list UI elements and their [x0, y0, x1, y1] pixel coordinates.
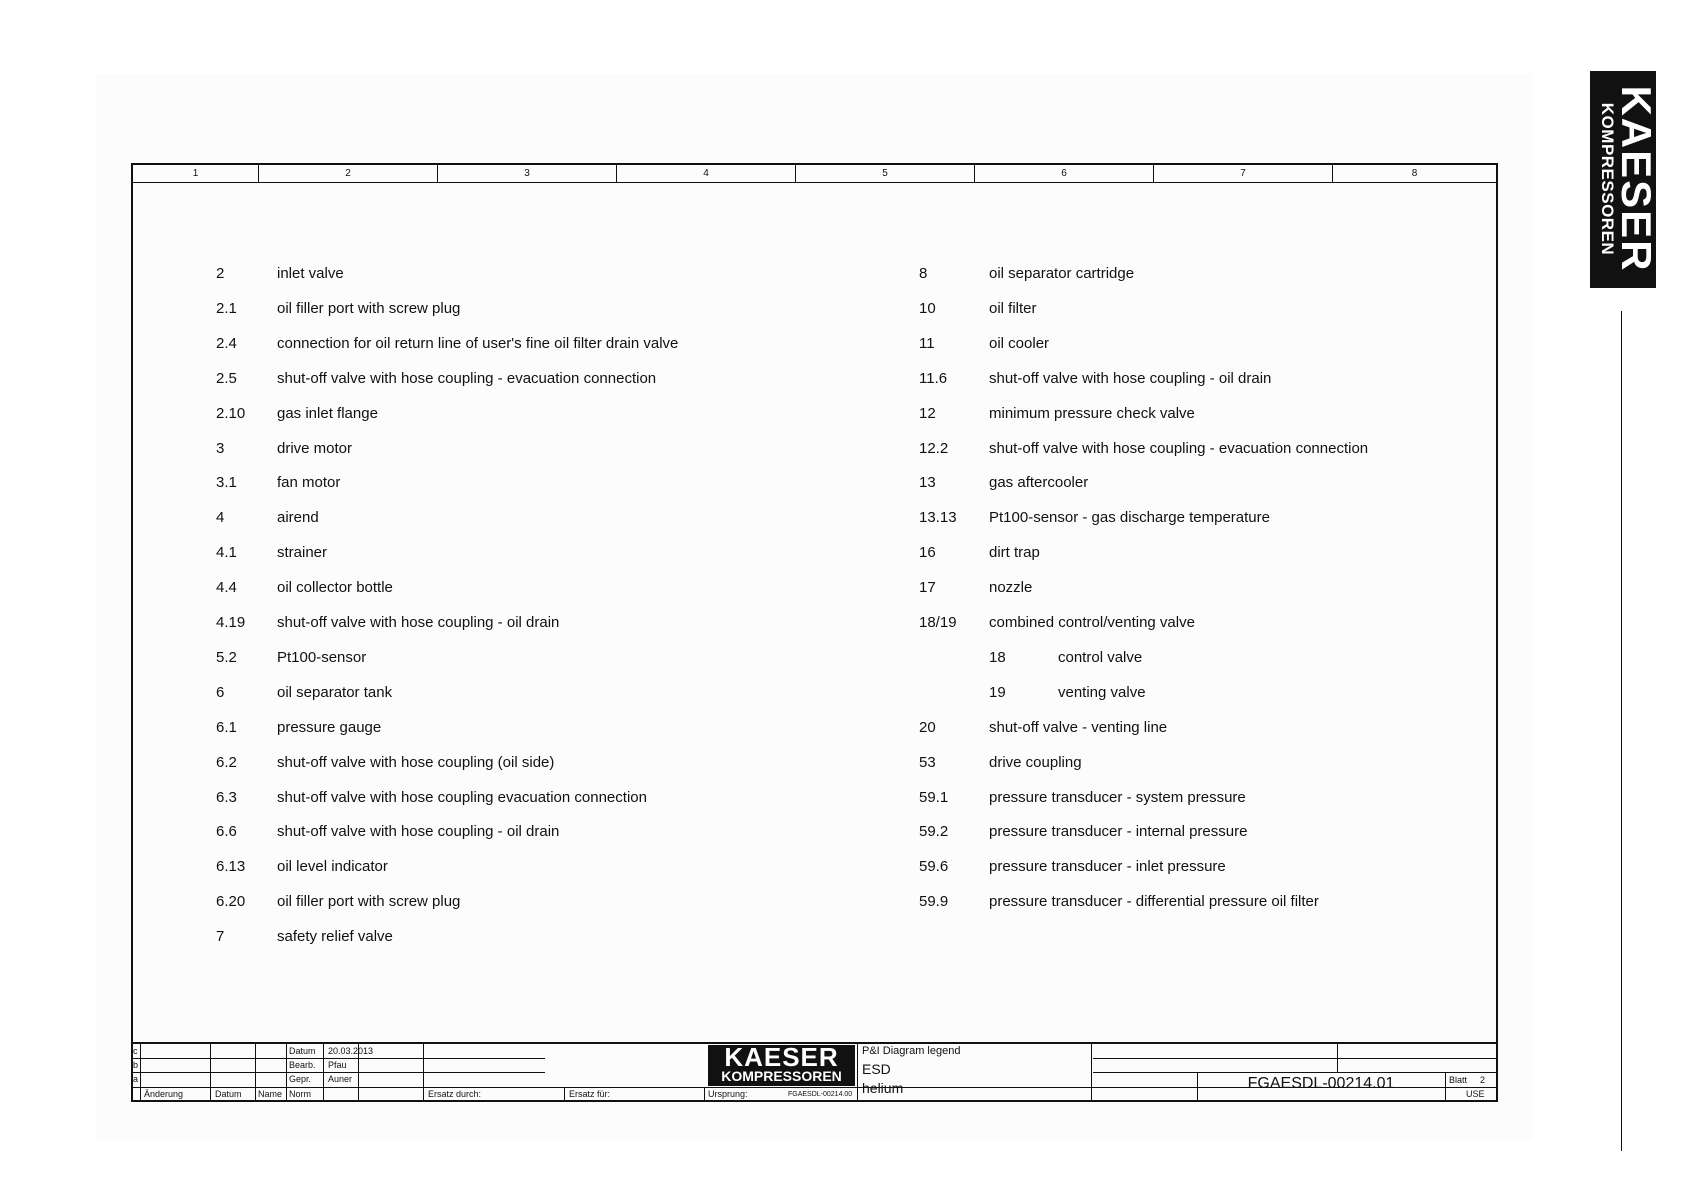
legend-item-description: shut-off valve with hose coupling - oil drain: [277, 823, 560, 841]
legend-item-number: 7: [216, 928, 225, 946]
bearb-label: Bearb.: [289, 1060, 316, 1070]
legend-item-number: 4.1: [216, 544, 237, 562]
title-block: [131, 1042, 1498, 1102]
column-ruler: [133, 165, 1496, 183]
datum-label: Datum: [289, 1046, 316, 1056]
legend-item-number: 2: [216, 265, 225, 282]
ruler-cell: 2: [259, 165, 438, 182]
side-logo-kaeser: KAESER: [1613, 85, 1660, 273]
gepr-label: Gepr.: [289, 1074, 312, 1084]
legend-item-description: Pt100-sensor - gas discharge temperature: [989, 509, 1270, 527]
legend-item-description: drive coupling: [989, 753, 1082, 771]
legend-item-description: combined control/venting valve: [989, 614, 1195, 631]
rev-a: a: [133, 1074, 139, 1084]
legend-item-description: shut-off valve with hose coupling - oil drain: [277, 614, 560, 631]
legend-item-description: connection for oil return line of user's fine oil filter drain valve: [277, 334, 679, 352]
datum-value: 20.03.2013: [328, 1046, 374, 1056]
legend-item-description: oil level indicator: [277, 858, 388, 876]
legend-item-number: 12.2: [919, 439, 949, 457]
legend-item-description: oil filler port with screw plug: [277, 299, 461, 317]
aenderung-label: Änderung: [144, 1089, 184, 1099]
legend-item-number: 6.20: [216, 893, 246, 911]
legend-item-description: gas inlet flange: [277, 404, 378, 422]
datum-col-label: Datum: [215, 1089, 242, 1099]
rev-c: c: [133, 1046, 138, 1056]
legend-item-description: pressure transducer - internal pressure: [989, 823, 1248, 841]
legend-item-number: 6.2: [216, 753, 237, 771]
legend-item-number: 3.1: [216, 474, 237, 492]
ruler-cell: 4: [617, 165, 796, 182]
title-line-1: P&I Diagram legend: [862, 1045, 961, 1057]
legend-item-description: pressure transducer - inlet pressure: [989, 858, 1226, 876]
norm-label: Norm: [289, 1089, 311, 1099]
legend-item-number: 59.1: [919, 788, 949, 806]
legend-item-description: gas aftercooler: [989, 474, 1089, 492]
legend-item-number: 13: [919, 474, 936, 492]
legend-item-description: Pt100-sensor: [277, 648, 367, 666]
ruler-cell: 7: [1154, 165, 1333, 182]
legend-item-number: 2.1: [216, 299, 237, 317]
legend-item-description: fan motor: [277, 474, 341, 492]
legend-item-number: 3: [216, 439, 225, 457]
legend-item-number: 11.6: [919, 369, 948, 387]
legend-item-description: oil collector bottle: [277, 579, 393, 597]
legend-item-description: dirt trap: [989, 544, 1040, 562]
side-logo-kompressoren: KOMPRESSOREN: [1598, 102, 1617, 256]
legend-item-number: 19: [989, 683, 1006, 701]
legend-item-number: 2.10: [216, 404, 246, 422]
legend-item-description: oil filter: [989, 299, 1037, 317]
legend-item-number: 18/19: [919, 614, 957, 631]
title-line-2: ESD: [862, 1061, 891, 1077]
legend-item-description: drive motor: [277, 439, 353, 457]
legend-item-description: shut-off valve with hose coupling evacuation connection: [277, 788, 647, 806]
gepr-value: Auner: [328, 1074, 353, 1084]
legend-item-number: 20: [919, 718, 936, 736]
legend-item-number: 4.19: [216, 614, 246, 631]
legend-item-number: 11: [919, 334, 935, 352]
legend-item-description: airend: [277, 509, 319, 527]
legend-item-description: safety relief valve: [277, 928, 393, 946]
blatt-value: 2: [1480, 1075, 1486, 1085]
legend-item-description: venting valve: [1058, 683, 1146, 701]
ursprung-label: Ursprung:: [708, 1089, 748, 1099]
legend-item-number: 5.2: [216, 648, 237, 666]
legend-item-number: 6.13: [216, 858, 246, 876]
legend-item-number: 2.4: [216, 334, 237, 352]
legend-item-number: 53: [919, 753, 936, 771]
legend-item-description: oil separator tank: [277, 683, 393, 701]
legend-item-number: 6.3: [216, 788, 237, 806]
legend-item-description: nozzle: [989, 579, 1033, 597]
ursprung-value: FGAESDL-00214.00: [788, 1091, 853, 1098]
legend-item-description: shut-off valve with hose coupling - evacuation connection: [989, 439, 1369, 457]
legend-item-description: shut-off valve with hose coupling (oil side): [277, 753, 555, 771]
legend-item-description: oil cooler: [989, 334, 1050, 352]
ruler-cell: 3: [438, 165, 617, 182]
drawing-number: FGAESDL-00214.01: [1247, 1075, 1395, 1092]
rev-b: b: [133, 1060, 139, 1070]
legend-item-description: oil filler port with screw plug: [277, 893, 461, 911]
legend-item-number: 17: [919, 579, 936, 597]
legend-item-description: pressure transducer - differential pressure oil filter: [989, 893, 1319, 911]
legend-item-number: 10: [919, 299, 936, 317]
name-col-label: Name: [258, 1089, 283, 1099]
ersatz-fuer-label: Ersatz für:: [569, 1089, 611, 1099]
ersatz-durch-label: Ersatz durch:: [428, 1089, 482, 1099]
blatt-label: Blatt: [1449, 1075, 1468, 1085]
legend-item-number: 18: [989, 648, 1006, 666]
legend-item-number: 12: [919, 404, 936, 422]
legend-item-number: 4: [216, 509, 225, 527]
kaeser-side-logo: [1590, 71, 1660, 288]
legend-item-number: 2.5: [216, 369, 237, 387]
ruler-cell: 8: [1411, 168, 1418, 179]
legend-item-number: 16: [919, 544, 936, 562]
legend-item-description: strainer: [277, 544, 328, 562]
ruler-cell: 1: [133, 165, 259, 182]
legend-item-description: pressure transducer - system pressure: [989, 788, 1246, 806]
legend-item-description: pressure gauge: [277, 718, 382, 736]
title-line-3: helium: [862, 1080, 904, 1096]
legend-item-number: 6.6: [216, 823, 237, 841]
logo-kompressoren: KOMPRESSOREN: [721, 1068, 842, 1084]
legend-item-description: shut-off valve with hose coupling - oil drain: [989, 369, 1272, 387]
logo-kaeser: KAESER: [724, 1042, 839, 1072]
legend-item-number: 6.1: [216, 718, 237, 736]
legend-item-description: control valve: [1058, 648, 1143, 666]
legend-item-number: 4.4: [216, 579, 237, 597]
ruler-cell: 6: [975, 165, 1154, 182]
legend-item-number: 59.6: [919, 858, 949, 876]
bearb-value: Pfau: [328, 1060, 347, 1070]
legend-item-number: 8: [919, 265, 928, 282]
legend-item-description: oil separator cartridge: [989, 265, 1135, 282]
legend-item-number: 6: [216, 683, 225, 701]
legend-item-description: shut-off valve with hose coupling - evacuation connection: [277, 369, 657, 387]
legend-item-description: shut-off valve - venting line: [989, 718, 1168, 736]
use-label: USE: [1466, 1089, 1485, 1099]
ruler-cell: 5: [796, 165, 975, 182]
legend-item-number: 13.13: [919, 509, 957, 527]
legend-item-number: 59.9: [919, 893, 949, 911]
legend-item-description: inlet valve: [277, 265, 344, 282]
side-divider: [1621, 311, 1622, 1151]
legend-item-number: 59.2: [919, 823, 949, 841]
legend-item-description: minimum pressure check valve: [989, 404, 1195, 422]
kaeser-logo: [708, 1042, 855, 1086]
